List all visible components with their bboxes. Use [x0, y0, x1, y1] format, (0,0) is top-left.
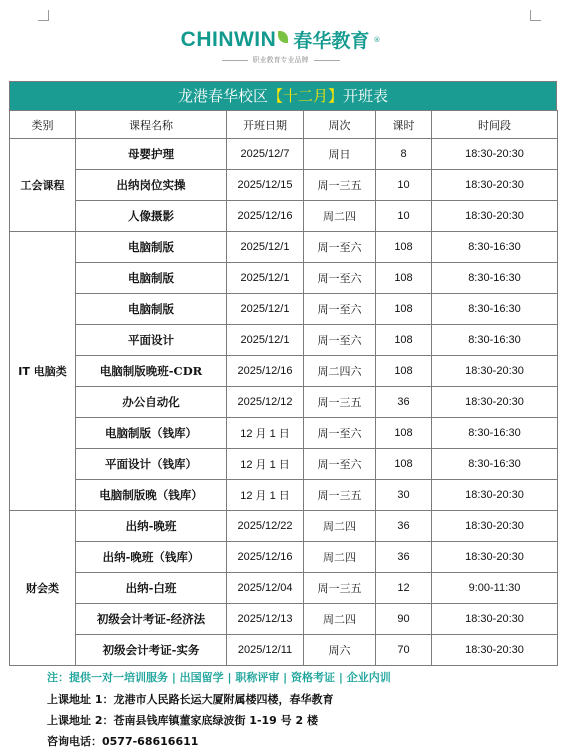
start-date-cell: 2025/12/11	[227, 635, 304, 666]
table-row	[10, 542, 558, 573]
time-slot-cell: 18:30-20:30	[432, 201, 558, 232]
table-row	[10, 635, 558, 666]
header-date: 开班日期	[227, 111, 304, 139]
weekdays-cell: 周二四	[304, 511, 376, 542]
footer-notes	[47, 669, 547, 752]
address-1: 上课地址 1：龙港市人民路长运大厦附属楼四楼，春华教育	[47, 693, 334, 706]
schedule-table	[9, 110, 558, 666]
hours-cell: 36	[376, 542, 432, 573]
table-title	[9, 81, 557, 110]
start-date-cell: 12 月 1 日	[227, 480, 304, 511]
weekdays-cell: 周一至六	[304, 294, 376, 325]
course-name-cell: 平面设计（钱库）	[76, 449, 227, 480]
course-name-cell: 初级会计考证-实务	[76, 635, 227, 666]
start-date-cell: 2025/12/13	[227, 604, 304, 635]
time-slot-cell: 8:30-16:30	[432, 263, 558, 294]
weekdays-cell: 周一至六	[304, 418, 376, 449]
hours-cell: 90	[376, 604, 432, 635]
weekdays-cell: 周六	[304, 635, 376, 666]
weekdays-cell: 周二四	[304, 201, 376, 232]
start-date-cell: 2025/12/04	[227, 573, 304, 604]
table-row	[10, 139, 558, 170]
weekdays-cell: 周一至六	[304, 263, 376, 294]
header-course: 课程名称	[76, 111, 227, 139]
weekdays-cell: 周二四	[304, 604, 376, 635]
tagline	[0, 55, 561, 65]
weekdays-cell: 周日	[304, 139, 376, 170]
hours-cell: 108	[376, 263, 432, 294]
time-slot-cell: 8:30-16:30	[432, 294, 558, 325]
hours-cell: 108	[376, 449, 432, 480]
time-slot-cell: 8:30-16:30	[432, 232, 558, 263]
registered-mark: ®	[373, 35, 381, 44]
time-slot-cell: 9:00-11:30	[432, 573, 558, 604]
tagline-rule-right	[314, 60, 340, 61]
course-name-cell: 电脑制版	[76, 263, 227, 294]
table-row	[10, 387, 558, 418]
table-row	[10, 263, 558, 294]
weekdays-cell: 周一三五	[304, 387, 376, 418]
weekdays-cell: 周二四	[304, 542, 376, 573]
hours-cell: 36	[376, 387, 432, 418]
time-slot-cell: 8:30-16:30	[432, 325, 558, 356]
start-date-cell: 2025/12/1	[227, 294, 304, 325]
start-date-cell: 12 月 1 日	[227, 449, 304, 480]
hours-cell: 108	[376, 356, 432, 387]
title-suffix: 开班表	[343, 87, 389, 105]
category-cell: 工会课程	[10, 139, 76, 232]
table-row	[10, 604, 558, 635]
schedule-table-container	[9, 81, 557, 666]
hours-cell: 10	[376, 201, 432, 232]
header-hours: 课时	[376, 111, 432, 139]
weekdays-cell: 周一至六	[304, 325, 376, 356]
table-row	[10, 170, 558, 201]
table-row	[10, 356, 558, 387]
table-row	[10, 573, 558, 604]
time-slot-cell: 18:30-20:30	[432, 511, 558, 542]
start-date-cell: 12 月 1 日	[227, 418, 304, 449]
title-campus: 龙港春华校区	[177, 87, 268, 105]
weekdays-cell: 周一至六	[304, 449, 376, 480]
hours-cell: 108	[376, 232, 432, 263]
time-slot-cell: 18:30-20:30	[432, 635, 558, 666]
course-name-cell: 电脑制版晚班-CDR	[76, 356, 227, 387]
hours-cell: 108	[376, 294, 432, 325]
course-name-cell: 出纳-晚班（钱库）	[76, 542, 227, 573]
category-cell: 财会类	[10, 511, 76, 666]
hours-cell: 108	[376, 325, 432, 356]
crop-mark-right	[530, 10, 541, 21]
header-category: 类别	[10, 111, 76, 139]
address-2: 上课地址 2：苍南县钱库镇董家底绿波街 1-19 号 2 楼	[47, 714, 318, 727]
header-row	[10, 111, 558, 139]
time-slot-cell: 18:30-20:30	[432, 542, 558, 573]
crop-mark-left	[38, 10, 49, 21]
start-date-cell: 2025/12/16	[227, 542, 304, 573]
start-date-cell: 2025/12/16	[227, 356, 304, 387]
course-name-cell: 电脑制版（钱库）	[76, 418, 227, 449]
start-date-cell: 2025/12/7	[227, 139, 304, 170]
course-name-cell: 电脑制版	[76, 232, 227, 263]
tagline-rule-left	[222, 60, 248, 61]
course-name-cell: 办公自动化	[76, 387, 227, 418]
start-date-cell: 2025/12/1	[227, 263, 304, 294]
course-name-cell: 出纳-晚班	[76, 511, 227, 542]
hours-cell: 30	[376, 480, 432, 511]
time-slot-cell: 18:30-20:30	[432, 480, 558, 511]
time-slot-cell: 8:30-16:30	[432, 449, 558, 480]
table-row	[10, 232, 558, 263]
table-row	[10, 201, 558, 232]
start-date-cell: 2025/12/15	[227, 170, 304, 201]
start-date-cell: 2025/12/16	[227, 201, 304, 232]
course-name-cell: 平面设计	[76, 325, 227, 356]
header-week: 周次	[304, 111, 376, 139]
time-slot-cell: 18:30-20:30	[432, 387, 558, 418]
services-note: 注：提供一对一培训服务 | 出国留学 | 职称评审 | 资格考证 | 企业内训	[47, 671, 391, 684]
start-date-cell: 2025/12/1	[227, 325, 304, 356]
weekdays-cell: 周一至六	[304, 232, 376, 263]
table-row	[10, 480, 558, 511]
course-name-cell: 母婴护理	[76, 139, 227, 170]
logo-text-en: CHINWIN	[180, 27, 277, 51]
header-time: 时间段	[432, 111, 558, 139]
time-slot-cell: 18:30-20:30	[432, 604, 558, 635]
table-row	[10, 511, 558, 542]
weekdays-cell: 周一三五	[304, 170, 376, 201]
course-name-cell: 初级会计考证-经济法	[76, 604, 227, 635]
course-name-cell: 出纳-白班	[76, 573, 227, 604]
hours-cell: 70	[376, 635, 432, 666]
hours-cell: 12	[376, 573, 432, 604]
time-slot-cell: 18:30-20:30	[432, 170, 558, 201]
time-slot-cell: 18:30-20:30	[432, 139, 558, 170]
time-slot-cell: 18:30-20:30	[432, 356, 558, 387]
table-row	[10, 418, 558, 449]
table-row	[10, 294, 558, 325]
leaf-icon	[278, 31, 288, 43]
course-name-cell: 电脑制版	[76, 294, 227, 325]
hours-cell: 36	[376, 511, 432, 542]
weekdays-cell: 周二四六	[304, 356, 376, 387]
logo-text-cn: 春华教育	[293, 30, 370, 52]
title-month: 【十二月】	[267, 87, 343, 105]
hours-cell: 10	[376, 170, 432, 201]
table-row	[10, 325, 558, 356]
weekdays-cell: 周一三五	[304, 573, 376, 604]
phone: 咨询电话：0577-68616611	[47, 735, 199, 748]
course-name-cell: 人像摄影	[76, 201, 227, 232]
course-name-cell: 电脑制版晚（钱库）	[76, 480, 227, 511]
weekdays-cell: 周一三五	[304, 480, 376, 511]
start-date-cell: 2025/12/1	[227, 232, 304, 263]
table-row	[10, 449, 558, 480]
category-cell: IT 电脑类	[10, 232, 76, 511]
logo	[0, 26, 561, 65]
hours-cell: 108	[376, 418, 432, 449]
hours-cell: 8	[376, 139, 432, 170]
table-body	[10, 139, 558, 666]
course-name-cell: 出纳岗位实操	[76, 170, 227, 201]
time-slot-cell: 8:30-16:30	[432, 418, 558, 449]
tagline-text: 职业教育专业品牌	[252, 56, 309, 64]
start-date-cell: 2025/12/12	[227, 387, 304, 418]
start-date-cell: 2025/12/22	[227, 511, 304, 542]
